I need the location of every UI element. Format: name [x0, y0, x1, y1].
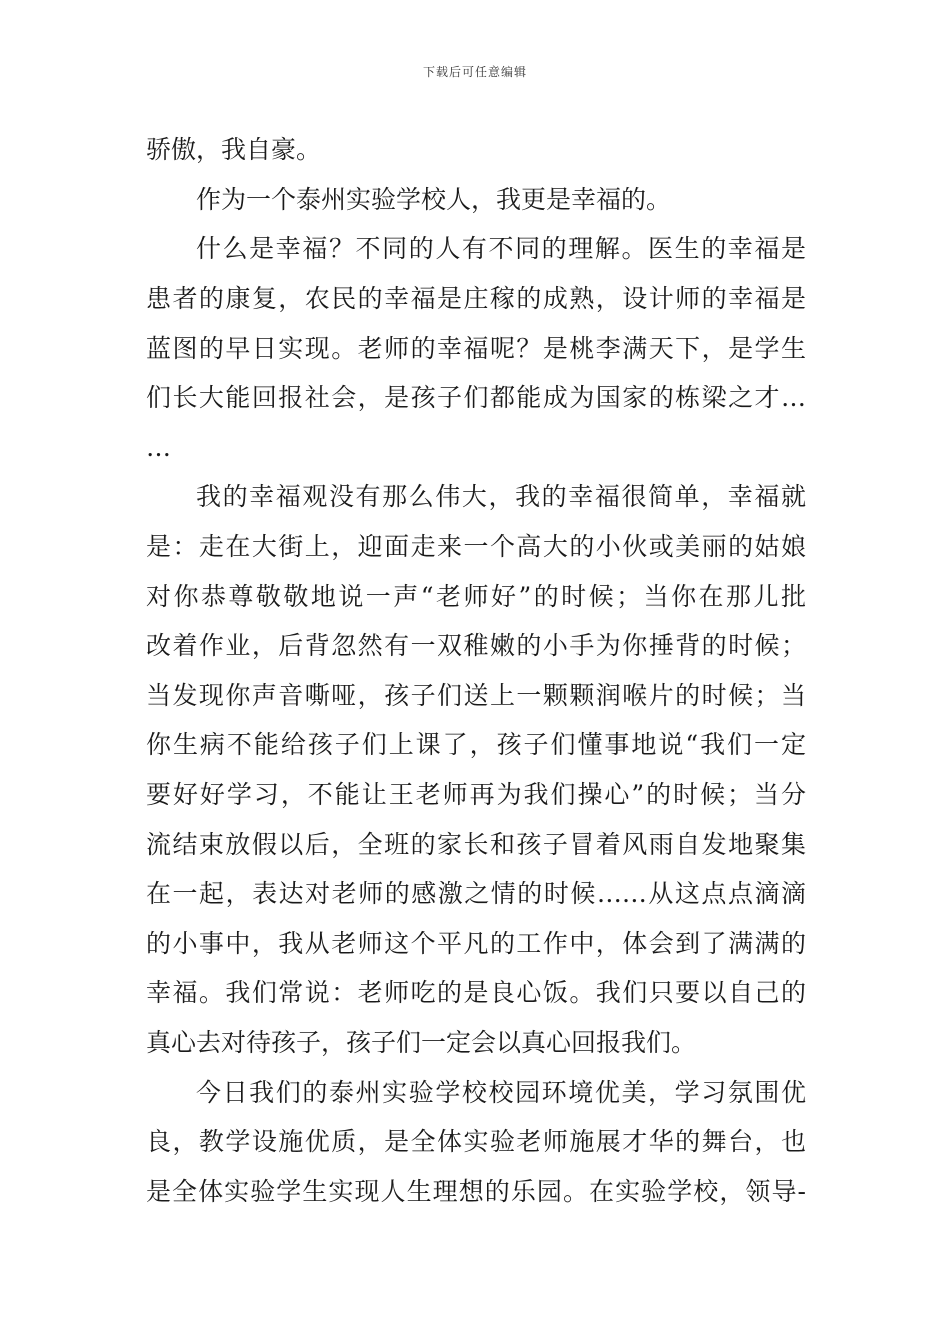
- text-line-1: 骄傲，我自豪。: [146, 135, 322, 164]
- text-line-3: 什么是幸福？不同的人有不同的理解。医生的幸福是: [196, 234, 806, 263]
- text-line-22: 是全体实验学生实现人生理想的乐园。在实验学校，领导-: [146, 1177, 806, 1206]
- text-line-12: 当发现你声音嘶哑，孩子们送上一颗颗润喉片的时候；当: [146, 681, 806, 710]
- text-line-5: 蓝图的早日实现。老师的幸福呢？是桃李满天下，是学生: [146, 334, 806, 363]
- text-line-15: 流结束放假以后，全班的家长和孩子冒着风雨自发地聚集: [146, 830, 806, 859]
- text-line-21: 良，教学设施优质，是全体实验老师施展才华的舞台，也: [146, 1127, 806, 1156]
- page-header: 下载后可任意编辑: [422, 65, 527, 79]
- text-line-19: 真心去对待孩子，孩子们一定会以真心回报我们。: [146, 1028, 697, 1057]
- text-line-8: 我的幸福观没有那么伟大，我的幸福很简单，幸福就: [196, 482, 806, 511]
- text-line-4: 患者的康复，农民的幸福是庄稼的成熟，设计师的幸福是: [146, 284, 806, 313]
- text-line-9: 是：走在大街上，迎面走来一个高大的小伙或美丽的姑娘: [146, 532, 806, 561]
- text-line-2: 作为一个泰州实验学校人，我更是幸福的。: [196, 185, 672, 214]
- text-line-16: 在一起，表达对老师的感激之情的时候……从这点点滴滴: [146, 879, 806, 908]
- text-line-20: 今日我们的泰州实验学校校园环境优美，学习氛围优: [196, 1078, 806, 1107]
- text-line-17: 的小事中，我从老师这个平凡的工作中，体会到了满满的: [146, 929, 806, 958]
- text-line-11: 改着作业，后背忽然有一双稚嫩的小手为你捶背的时候；: [146, 631, 806, 660]
- text-line-14: 要好好学习，不能让王老师再为我们操心”的时候；当分: [146, 780, 806, 809]
- text-line-13: 你生病不能给孩子们上课了，孩子们懂事地说“我们一定: [146, 730, 806, 759]
- text-line-18: 幸福。我们常说：老师吃的是良心饭。我们只要以自己的: [146, 978, 806, 1007]
- text-line-7: …: [146, 433, 171, 462]
- text-line-6: 们长大能回报社会，是孩子们都能成为国家的栋梁之才…: [146, 383, 806, 412]
- text-line-10: 对你恭尊敬敬地说一声“老师好”的时候；当你在那儿批: [146, 582, 806, 611]
